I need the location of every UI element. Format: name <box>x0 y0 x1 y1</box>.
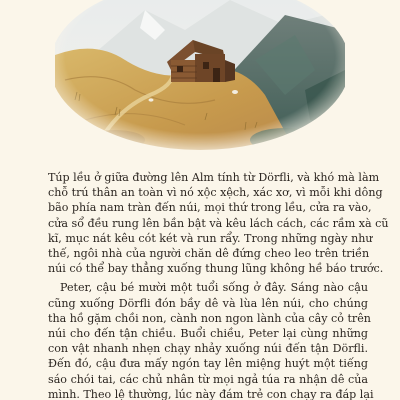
paragraph-1 <box>48 170 389 276</box>
text-line: cũng xuống Dörfli đón bầy dê và lùa lên núi, cho chúng <box>48 296 368 310</box>
text-line: thế, ngôi nhà của người chăn dê đứng cheo leo trên triền <box>48 247 370 261</box>
text-line: núi có thể bay thẳng xuống thung lũng không hề báo trước. <box>48 262 384 276</box>
text-line: Đến đó, cậu đưa mấy ngón tay lên miệng huýt một tiếng <box>48 357 368 371</box>
text-line: mình. Theo lệ thường, lúc này đám trẻ con chạy ra đáp lại <box>48 387 374 400</box>
text-line: chỗ trú thân an toàn vì nó xộc xệch, xác xơ, vì mỗi khi dông <box>48 186 383 200</box>
paragraph-2 <box>48 280 368 295</box>
text-line: núi cho đến tận chiều. Buổi chiều, Peter lại cùng những <box>48 327 368 341</box>
story-text <box>48 170 389 400</box>
text-line: cửa sổ đều rung lên bần bật và kêu lách cách, các rầm xà cũ <box>48 216 389 230</box>
text-line: Peter, cậu bé mười một tuổi sống ở đây. Sáng nào cậu <box>60 281 368 295</box>
text-line: Túp lều ở giữa đường lên Alm tính từ Dörfli, và khó mà làm <box>48 171 380 184</box>
text-line: bão phía nam tràn đến núi, mọi thứ trong lều, cửa ra vào, <box>48 201 372 215</box>
mountain-hut-illustration <box>55 0 345 150</box>
mountain-hut-icon <box>55 0 345 150</box>
text-line: sáo chói tai, các chủ nhân từ mọi ngả túa ra nhận dê của <box>48 372 368 386</box>
text-line: con vật nhanh nhẹn chạy nhảy xuống núi đến tận Dörfli. <box>48 342 368 356</box>
text-line: tha hồ gặm chồi non, cành non ngon lành của cây cỏ trên <box>48 311 371 325</box>
paragraph-2-body <box>48 296 374 400</box>
text-line: kĩ, mục nát kêu cót két và run rẩy. Trong những ngày như <box>48 231 373 245</box>
